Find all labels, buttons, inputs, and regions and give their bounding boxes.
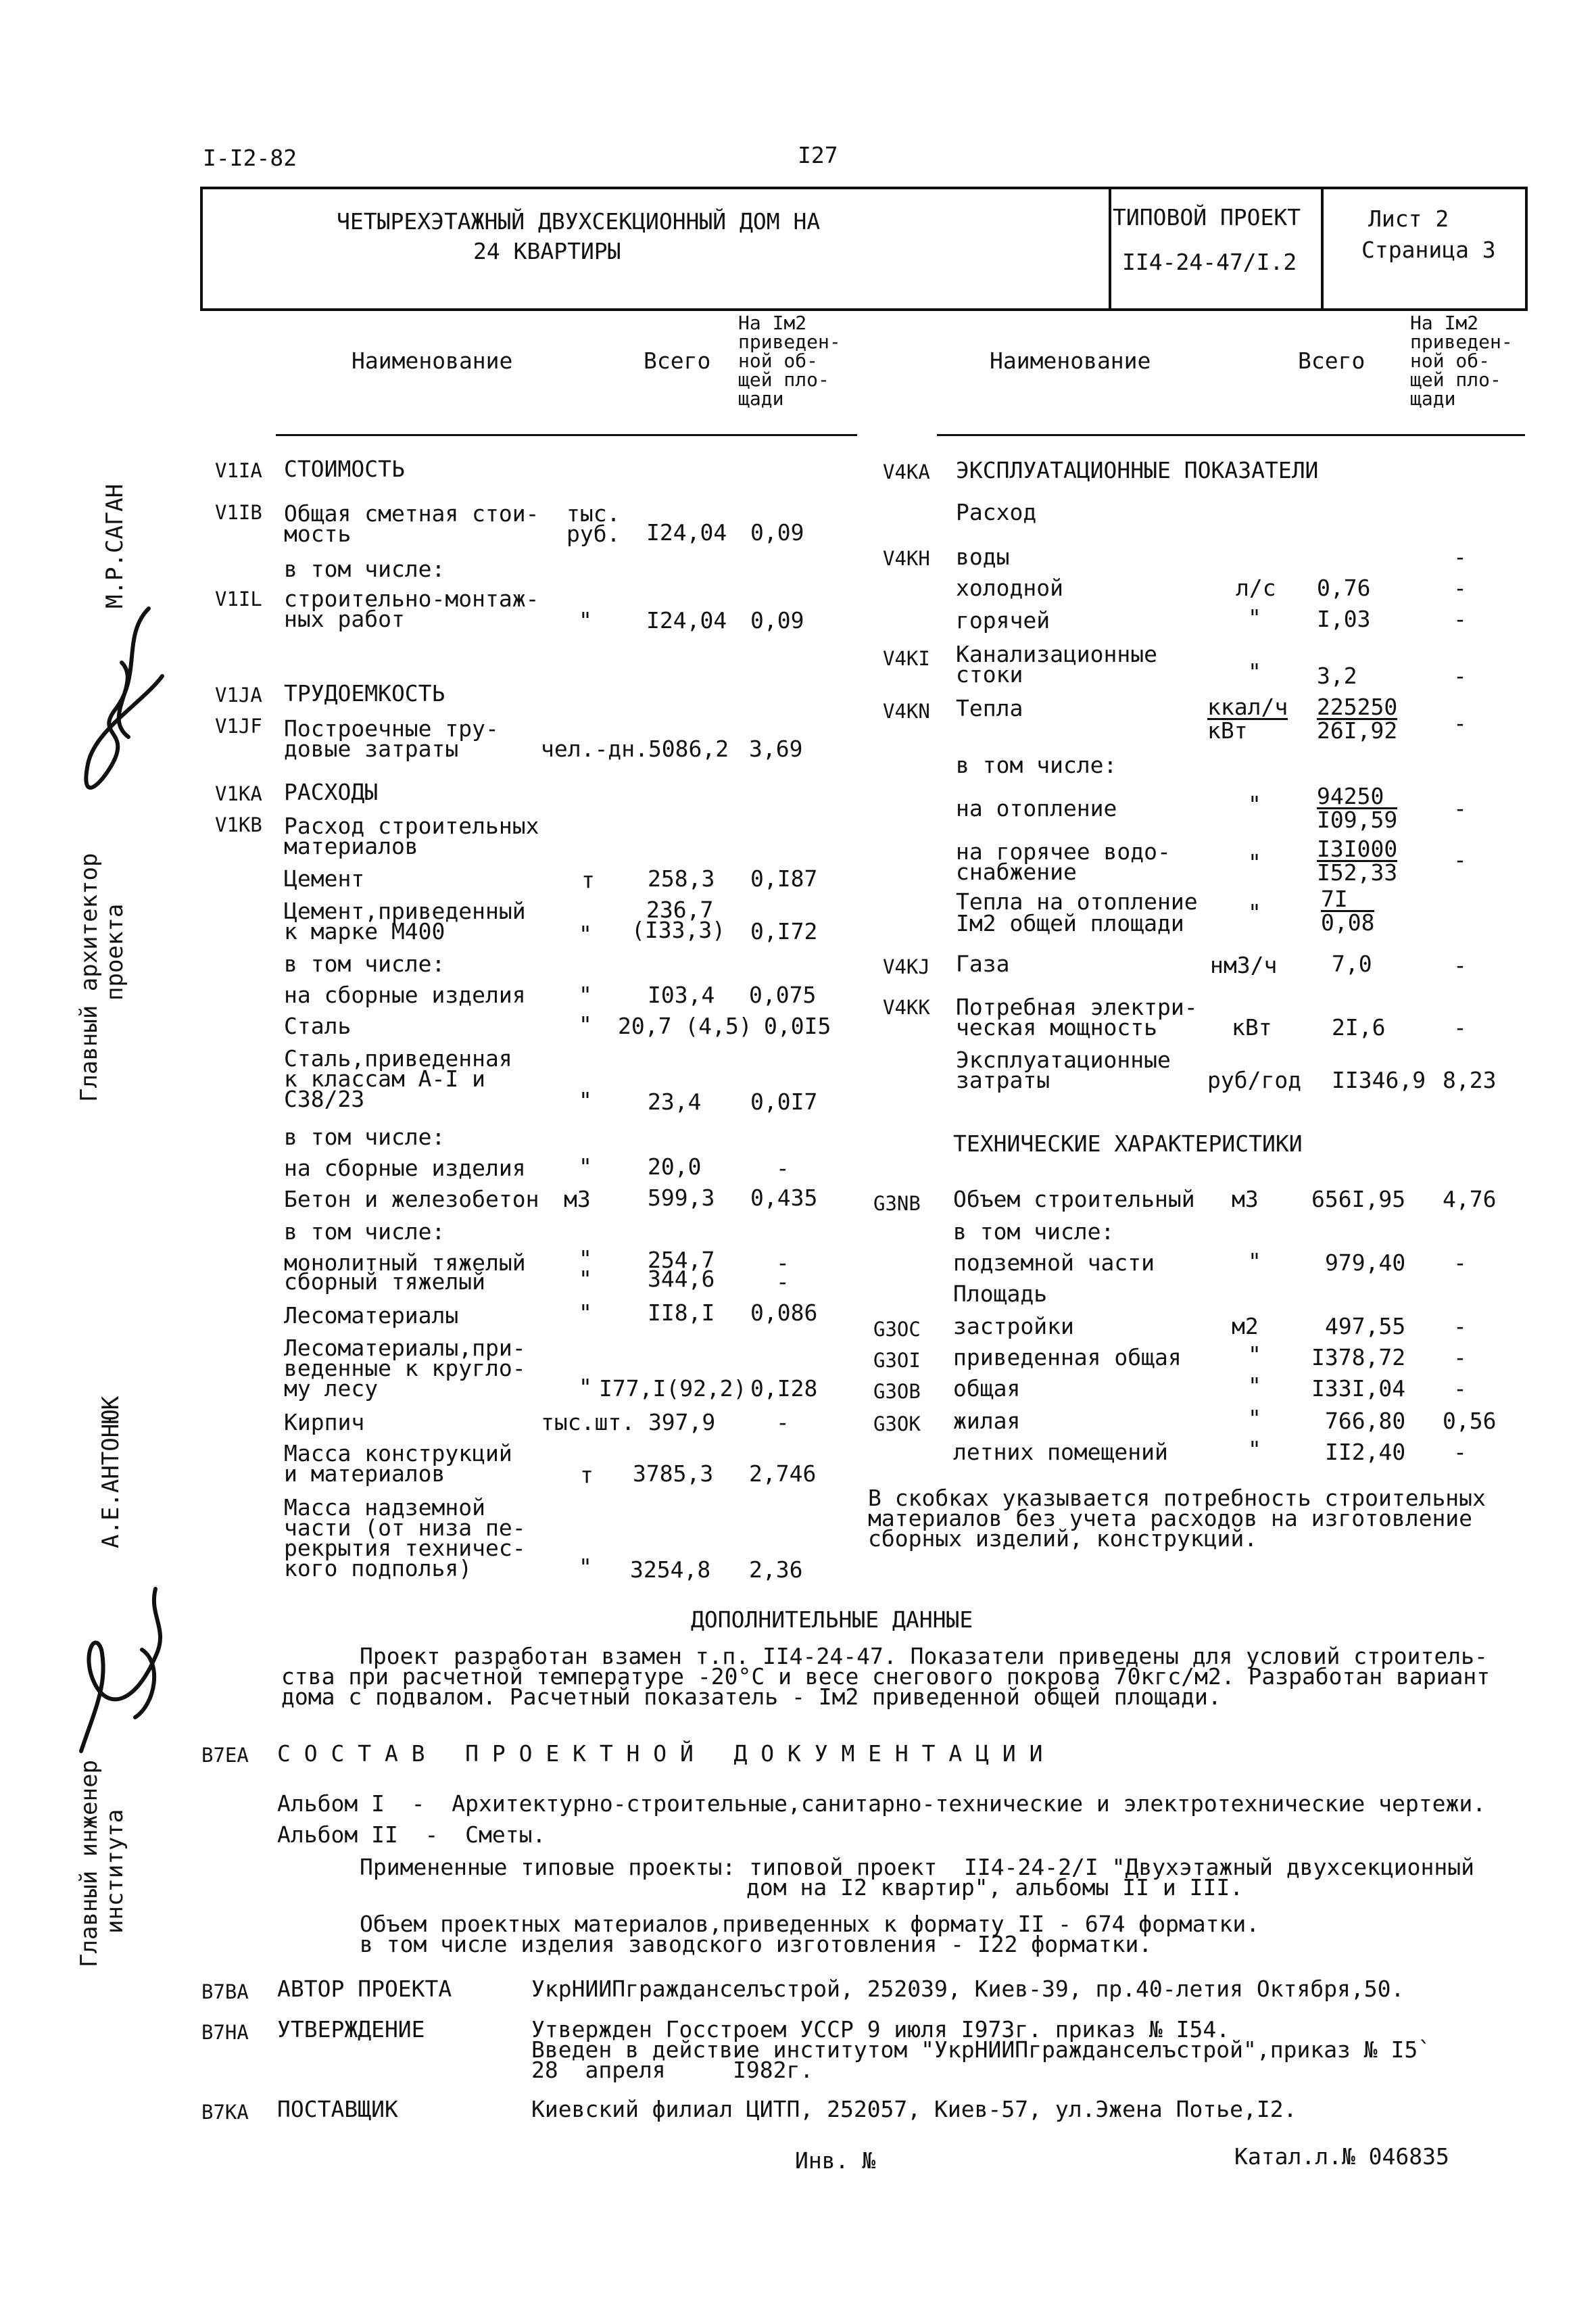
total-cost-name2: мость [284, 521, 352, 547]
heating-total [1317, 783, 1398, 833]
note-line2: материалов без учета расходов на изготовление [868, 1505, 1473, 1531]
col-per-right-3: ной об- [1410, 350, 1491, 372]
cement-unit: т [581, 867, 595, 893]
underground-total: 979,40 [1325, 1249, 1406, 1276]
supplier-text: Киевский филиал ЦИТП, 252057, Киев-57, ул.Эжена Потье,I2. [531, 2096, 1297, 2122]
code-supplier: B7KA [201, 2101, 249, 2124]
total-cost-unit2: руб. [566, 521, 621, 547]
underground-unit: " [1248, 1248, 1261, 1274]
author-label: АВТОР ПРОЕКТА [277, 1976, 452, 2002]
mass-above-total: 3254,8 [630, 1556, 711, 1583]
cement-name: Цемент [284, 865, 365, 892]
heating-per: - [1453, 795, 1467, 821]
steel-class-per: 0,0I7 [750, 1089, 818, 1115]
col-per-right-4: щей пло- [1410, 368, 1501, 391]
code-composition: B7EA [201, 1744, 249, 1767]
heating-total-den: I09,59 [1317, 807, 1398, 833]
code-labor: V1JA [215, 684, 262, 707]
volume-2: в том числе изделия заводского изготовления - I22 форматки. [360, 1931, 1153, 1957]
summer-per: - [1453, 1439, 1467, 1465]
mass-above-name1: Масса надземной [284, 1494, 486, 1521]
col-per-right-2: приведен- [1410, 331, 1513, 353]
signature-2 [54, 1548, 189, 1765]
code-labor-costs: V1JF [215, 715, 262, 738]
project-number: II4-24-47/I.2 [1122, 249, 1297, 275]
living-total: 766,80 [1325, 1408, 1406, 1434]
steel-name: Сталь [284, 1013, 352, 1039]
mass-above-unit: " [579, 1554, 592, 1580]
concrete-total: 599,3 [648, 1185, 715, 1211]
col-total-left: Всего [644, 348, 711, 374]
living-per: 0,56 [1443, 1408, 1497, 1434]
mass-above-name4: кого подполья) [284, 1555, 473, 1581]
heat-total-den: 26I,92 [1317, 717, 1398, 744]
timber-total: II8,I [648, 1299, 715, 1326]
code-expenses: V1KA [215, 782, 262, 805]
built-unit: м2 [1232, 1313, 1259, 1339]
mono-total1: 254,7 [648, 1247, 715, 1273]
heating-unit: " [1248, 791, 1261, 817]
extra-title: ДОПОЛНИТЕЛЬНЫЕ ДАННЫЕ [691, 1606, 973, 1633]
section-labor: ТРУДОЕМКОСТЬ [284, 680, 445, 707]
op-costs-unit: руб/год [1207, 1067, 1302, 1093]
timber-name: Лесоматериалы [284, 1302, 459, 1329]
reduced-unit: " [1248, 1341, 1261, 1368]
mono-total2: 344,6 [648, 1266, 715, 1292]
code-sewer: V4KI [883, 647, 930, 670]
code-water: V4KH [883, 547, 930, 570]
precast1-per: 0,075 [749, 982, 817, 1008]
cold-per: - [1453, 575, 1467, 601]
col-per-left-1: На Iм2 [738, 312, 807, 334]
code-living: G3OK [873, 1412, 921, 1435]
area-label: Площадь [953, 1281, 1048, 1307]
summer-total: II2,40 [1325, 1439, 1406, 1465]
mass-total: 3785,3 [633, 1460, 714, 1487]
col-name-right: Наименование [990, 348, 1151, 374]
mass-unit: т [580, 1462, 594, 1488]
built-name: застройки [953, 1313, 1074, 1339]
code-reduced: G3OI [873, 1349, 921, 1372]
cement-m400-total1: 236,7 [646, 897, 714, 923]
margin-role-1b: проекта [101, 903, 128, 1001]
applied-1: Примененные типовые проекты: типовой проект II4-24-2/I "Двухэтажный двухсекционный [360, 1854, 1475, 1880]
title-block-left [200, 187, 203, 311]
heat-unit-den: кВт [1207, 717, 1248, 744]
total-cost-per: 0,09 [750, 519, 804, 546]
timber-red-per: 0,I28 [750, 1375, 818, 1402]
heat-total [1317, 696, 1397, 742]
note-line3: сборных изделий, конструкций. [868, 1525, 1258, 1552]
section-expenses: РАСХОДЫ [284, 779, 379, 805]
composition-title: С О С Т А В П Р О Е К Т Н О Й Д О К У М Е Н Т А Ц И И [277, 1740, 1043, 1767]
power-unit: кВт [1232, 1014, 1272, 1041]
smr-total: I24,04 [646, 607, 727, 634]
reduced-total: I378,72 [1311, 1344, 1406, 1370]
code-total-cost: V1IB [215, 501, 262, 524]
general-unit: " [1248, 1373, 1261, 1399]
flow-label: Расход [956, 499, 1037, 525]
doc-code: I-I2-82 [203, 145, 297, 171]
mono-name1: монолитный тяжелый [284, 1249, 526, 1276]
mass-above-per: 2,36 [749, 1556, 803, 1583]
mono-name2: сборный тяжелый [284, 1268, 486, 1295]
title-block-div1 [1109, 187, 1111, 311]
volume-1: Объем проектных материалов,приведенных к формату II - 674 форматки. [360, 1911, 1260, 1937]
code-gas: V4KJ [883, 955, 930, 978]
inventory-number: Инв. № [795, 2147, 876, 2174]
heat-name: Тепла [956, 695, 1023, 721]
approval-text2: Введен в действие институтом "УкрНИИПгражданселъстрой",приказ № I5` [531, 2036, 1432, 2063]
cement-total: 258,3 [648, 865, 715, 892]
mass-above-name2: части (от низа пе- [284, 1514, 526, 1541]
volume-unit: м3 [1232, 1186, 1259, 1212]
smr-unit: " [579, 607, 592, 634]
code-general: G3OB [873, 1380, 921, 1403]
approval-label: УТВЕРЖДЕНИЕ [277, 2016, 425, 2043]
hot-per: - [1453, 606, 1467, 632]
code-heat: V4KN [883, 700, 930, 723]
gas-unit: нм3/ч [1210, 952, 1278, 978]
incl-2: в том числе: [284, 951, 445, 977]
gas-total: 7,0 [1332, 951, 1372, 977]
general-per: - [1453, 1375, 1467, 1402]
precast1-name: на сборные изделия [284, 982, 526, 1008]
col-per-left-4: щей пло- [738, 368, 829, 391]
volume-total: 656I,95 [1311, 1186, 1406, 1212]
col-per-right-1: На Iм2 [1410, 312, 1479, 334]
heating-name: на отопление [956, 795, 1117, 821]
cold-name: холодной [956, 575, 1063, 601]
underground-name: подземной части [953, 1249, 1155, 1276]
applied-2: дом на I2 квартир", альбомы II и III. [746, 1874, 1244, 1901]
general-total: I33I,04 [1311, 1375, 1406, 1402]
mass-name1: Масса конструкций [284, 1440, 512, 1466]
col-header-rule-left [276, 434, 857, 436]
page-title-line1: ЧЕТЫРЕХЭТАЖНЫЙ ДВУХСЕКЦИОННЫЙ ДОМ НА [337, 208, 821, 235]
concrete-unit: м3 [564, 1186, 591, 1212]
steel-class-name3: С38/23 [284, 1086, 365, 1112]
timber-red-total: I77,I(92,2) [599, 1375, 747, 1402]
heat-per: - [1453, 710, 1467, 736]
built-per: - [1453, 1313, 1467, 1339]
section-cost: СТОИМОСТЬ [284, 456, 405, 482]
power-name2: ческая мощность [956, 1014, 1158, 1041]
title-block-top [200, 187, 1528, 189]
timber-unit: " [579, 1299, 592, 1326]
cold-total: 0,76 [1317, 575, 1371, 601]
mono-unit1: " [579, 1245, 592, 1272]
op-costs-name2: затраты [956, 1067, 1050, 1093]
code-ops: V4KA [883, 460, 930, 483]
code-power: V4KK [883, 996, 930, 1019]
incl-3: в том числе: [284, 1124, 445, 1150]
cold-unit: л/с [1236, 575, 1276, 601]
margin-person-2: А.Е.АНТОНЮК [97, 1395, 124, 1548]
album-1: Альбом I - Архитектурно-строительные,санитарно-технические и электротехнические чертежи. [277, 1790, 1486, 1817]
timber-red-name3: му лесу [284, 1375, 379, 1402]
col-header-rule-right [937, 434, 1525, 436]
sewer-per: - [1453, 663, 1467, 689]
cement-m400-per: 0,I72 [750, 918, 818, 945]
col-per-left-2: приведен- [738, 331, 841, 353]
volume-per: 4,76 [1443, 1186, 1497, 1212]
heat-unit [1207, 696, 1288, 742]
heat-unit-num: ккал/ч [1207, 694, 1288, 720]
precast1-total: I03,4 [648, 982, 715, 1008]
timber-per: 0,086 [750, 1299, 818, 1326]
album-2: Альбом II - Сметы. [277, 1821, 546, 1848]
built-total: 497,55 [1325, 1313, 1406, 1339]
heat-m2-total-num: 7I [1321, 888, 1374, 912]
code-cost: V1IA [215, 459, 262, 482]
margin-role-1a: Главный архитектор [76, 853, 103, 1102]
hot-supply-per: - [1453, 846, 1467, 873]
page-title-line2: 24 КВАРТИРЫ [473, 238, 621, 264]
code-author: B7BA [201, 1980, 249, 2003]
underground-per: - [1453, 1249, 1467, 1276]
water-per: - [1453, 544, 1467, 570]
heat-m2-total-den: 0,08 [1321, 909, 1375, 936]
heat-m2-name1: Тепла на отопление [956, 888, 1198, 915]
total-cost-name1: Общая сметная стои- [284, 500, 539, 527]
project-label: ТИПОВОЙ ПРОЕКТ [1113, 204, 1301, 231]
brick-total: тыс.шт. 397,9 [541, 1409, 716, 1435]
margin-role-2b: института [101, 1809, 128, 1934]
steel-unit: " [579, 1011, 592, 1038]
sheet-number: Лист 2 [1368, 206, 1449, 232]
mass-per: 2,746 [749, 1460, 817, 1487]
code-smr: V1IL [215, 588, 262, 611]
precast2-total: 20,0 [648, 1153, 702, 1180]
code-built: G3OC [873, 1318, 921, 1341]
supplier-label: ПОСТАВЩИК [277, 2096, 398, 2122]
heat-total-num: 225250 [1317, 694, 1398, 720]
smr-name1: строительно-монтаж- [284, 586, 539, 612]
gas-name: Газа [956, 951, 1010, 977]
precast2-name: на сборные изделия [284, 1155, 526, 1181]
col-name-left: Наименование [352, 348, 513, 374]
cement-m400-unit: " [579, 921, 592, 947]
brick-name: Кирпич [284, 1409, 365, 1435]
page-ref: Страница 3 [1361, 237, 1496, 263]
heat-m2-name2: Iм2 общей площади [956, 910, 1184, 936]
materials-name2: материалов [284, 833, 418, 859]
steel-class-name1: Сталь,приведенная [284, 1045, 512, 1072]
extra-p1: Проект разработан взамен т.п. II4-24-47. Показатели приведены для условий строитель- [360, 1643, 1488, 1669]
brick-per: - [776, 1409, 790, 1435]
power-per: - [1453, 1014, 1467, 1041]
code-approval: B7HA [201, 2021, 249, 2044]
section-tech: ТЕХНИЧЕСКИЕ ХАРАКТЕРИСТИКИ [953, 1130, 1303, 1157]
precast2-unit: " [579, 1153, 592, 1180]
margin-role-2a: Главный инженер [76, 1759, 103, 1967]
labor-costs-name1: Построечные тру- [284, 715, 499, 742]
title-block-right [1525, 187, 1528, 311]
cement-m400-name2: к марке М400 [284, 918, 445, 945]
steel-class-name2: к классам А-I и [284, 1066, 486, 1092]
timber-red-name2: веденные к кругло- [284, 1355, 526, 1381]
hot-name: горячей [956, 607, 1050, 634]
heat-m2-total [1321, 888, 1374, 934]
heating-total-num: 94250 [1317, 786, 1397, 809]
col-per-left-5: щади [738, 387, 784, 410]
code-materials: V1KB [215, 813, 262, 836]
living-name: жилая [953, 1408, 1021, 1434]
precast1-unit: " [579, 982, 592, 1008]
steel-class-unit: " [579, 1087, 592, 1114]
steel-total: 20,7 (4,5) [618, 1013, 752, 1039]
power-name1: Потребная электри- [956, 994, 1198, 1020]
mono-unit2: " [579, 1266, 592, 1292]
incl-right-2: в том числе: [953, 1218, 1115, 1245]
sewer-unit: " [1248, 659, 1261, 685]
smr-name2: ных работ [284, 606, 405, 632]
mass-name2: и материалов [284, 1460, 445, 1487]
margin-person-1: М.Р.САГАН [101, 483, 128, 608]
incl-1: в том числе: [284, 556, 445, 582]
sewer-name1: Канализационные [956, 641, 1158, 667]
col-per-left-3: ной об- [738, 350, 819, 372]
reduced-per: - [1453, 1344, 1467, 1370]
hot-supply-total-num: I3I000 [1317, 836, 1398, 862]
timber-red-name1: Лесоматериалы,при- [284, 1335, 526, 1361]
incl-4: в том числе: [284, 1218, 445, 1245]
concrete-name: Бетон и железобетон [284, 1186, 539, 1212]
hot-supply-name2: снабжение [956, 859, 1077, 885]
concrete-per: 0,435 [750, 1185, 818, 1211]
title-block-div2 [1321, 187, 1324, 311]
hot-total: I,03 [1317, 606, 1371, 632]
hot-supply-total-den: I52,33 [1317, 859, 1398, 886]
precast2-per: - [776, 1155, 790, 1181]
materials-name1: Расход строительных [284, 813, 539, 839]
reduced-name: приведенная общая [953, 1344, 1182, 1370]
col-per-right-5: щади [1410, 387, 1456, 410]
approval-text3: 28 апреля I982г. [531, 2057, 814, 2083]
author-text: УкрНИИПгражданселъстрой, 252039, Киев-39, пр.40-летия Октября,50. [531, 1976, 1405, 2002]
total-cost-unit1: тыс. [566, 500, 621, 527]
labor-costs-name2: довые затраты [284, 736, 459, 762]
sewer-name2: стоки [956, 661, 1023, 688]
mono-per1: - [776, 1249, 790, 1276]
mass-above-name3: рекрытия техничес- [284, 1535, 526, 1561]
incl-right-1: в том числе: [956, 752, 1117, 778]
approval-text1: Утвержден Госстроем УССР 9 июля I973г. приказ № I54. [531, 2016, 1230, 2043]
title-block-bottom [200, 308, 1528, 311]
extra-p3: дома с подвалом. Расчетный показатель - Iм2 приведенной общей площади. [281, 1684, 1222, 1710]
signature-1 [41, 595, 176, 811]
page-number: I27 [798, 142, 838, 168]
timber-red-unit: " [579, 1374, 592, 1400]
heat-m2-unit: " [1248, 899, 1261, 926]
hot-supply-name1: на горячее водо- [956, 838, 1171, 865]
general-name: общая [953, 1375, 1021, 1402]
steel-class-total: 23,4 [648, 1089, 702, 1115]
steel-per: 0,0I5 [764, 1013, 831, 1039]
cement-m400-name1: Цемент,приведенный [284, 898, 526, 924]
power-total: 2I,6 [1332, 1014, 1386, 1041]
labor-costs-total: чел.-дн.5086,2 [541, 736, 729, 762]
op-costs-name1: Эксплуатационные [956, 1047, 1171, 1073]
op-costs-total: II346,9 [1332, 1067, 1426, 1093]
smr-per: 0,09 [750, 607, 804, 634]
catalog-number: Катал.л.№ 046835 [1234, 2143, 1449, 2170]
volume-name: Объем строительный [953, 1186, 1195, 1212]
hot-unit: " [1248, 604, 1261, 631]
sewer-total: 3,2 [1317, 663, 1357, 689]
summer-name: летних помещений [953, 1439, 1168, 1465]
living-unit: " [1248, 1405, 1261, 1431]
code-volume: G3NB [873, 1192, 921, 1215]
op-costs-per: 8,23 [1443, 1067, 1497, 1093]
section-ops: ЭКСПЛУАТАЦИОННЫЕ ПОКАЗАТЕЛИ [956, 457, 1319, 483]
mono-per2: - [776, 1268, 790, 1295]
cement-per: 0,I87 [750, 865, 818, 892]
hot-supply-unit: " [1248, 849, 1261, 876]
labor-costs-per: 3,69 [749, 736, 803, 762]
note-line1: В скобках указывается потребность строительных [868, 1485, 1486, 1511]
total-cost-total: I24,04 [646, 519, 727, 546]
water-name: воды [956, 544, 1010, 570]
summer-unit: " [1248, 1436, 1261, 1462]
extra-p2: ства при расчетной температуре -20°С и весе снегового покрова 70кгс/м2. Разработан вариант [281, 1663, 1491, 1690]
cement-m400-total2: (I33,3) [631, 917, 726, 943]
gas-per: - [1453, 952, 1467, 978]
col-total-right: Всего [1298, 348, 1365, 374]
hot-supply-total [1317, 838, 1397, 884]
